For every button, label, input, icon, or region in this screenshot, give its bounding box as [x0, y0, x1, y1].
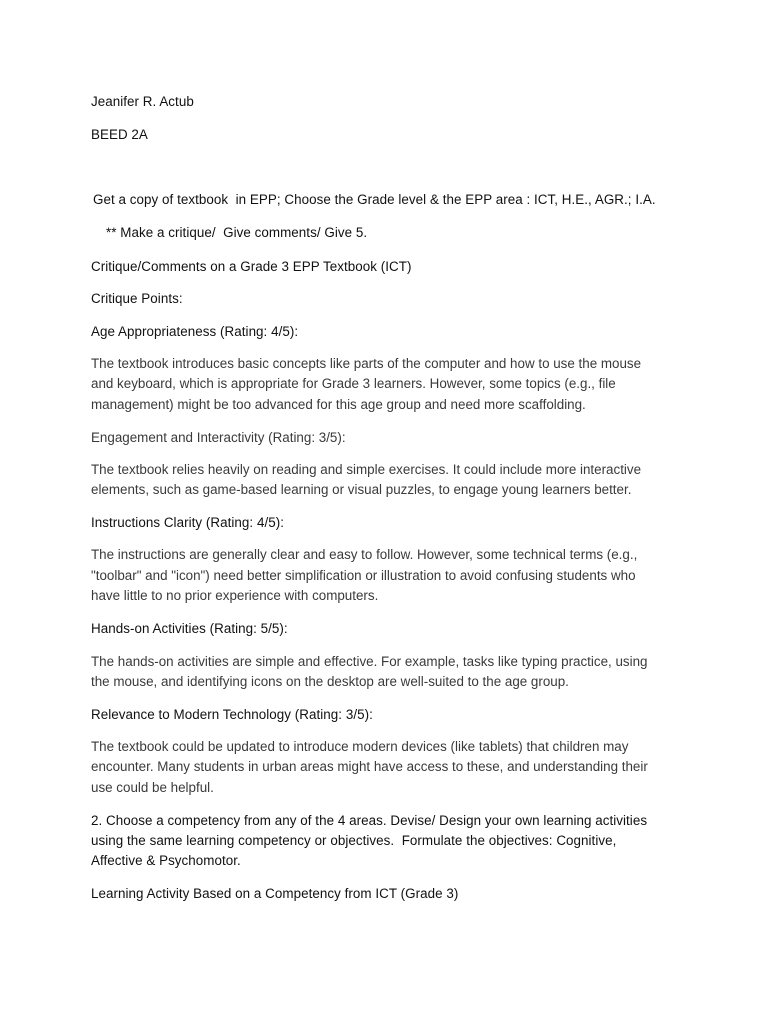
critique-item-text-line: "toolbar" and "icon") need better simplification or illustration to avoid confusing students who: [91, 568, 636, 583]
critique-points-heading: Critique Points:: [91, 291, 183, 306]
question-2-line: Affective & Psychomotor.: [91, 853, 241, 868]
critique-item-text-line: the mouse, and identifying icons on the desktop are well-suited to the age group.: [91, 674, 569, 689]
student-name: Jeanifer R. Actub: [91, 94, 194, 109]
task-subinstruction: ** Make a critique/ Give comments/ Give 5.: [106, 225, 368, 240]
question-2-line: using the same learning competency or objectives. Formulate the objectives: Cognitive,: [91, 833, 617, 848]
critique-item-text-line: and keyboard, which is appropriate for Grade 3 learners. However, some topics (e.g., file: [91, 376, 616, 391]
critique-item-text-line: elements, such as game-based learning or visual puzzles, to engage young learners better.: [91, 482, 632, 497]
learning-activity-title: Learning Activity Based on a Competency from ICT (Grade 3): [91, 886, 459, 901]
critique-item-text-line: management) might be too advanced for this age group and need more scaffolding.: [91, 397, 586, 412]
critique-item-text-line: The textbook relies heavily on reading and simple exercises. It could include more interactive: [91, 462, 642, 477]
critique-item-text-line: The instructions are generally clear and easy to follow. However, some technical terms (e.g.,: [91, 547, 638, 562]
critique-item-text-line: The hands-on activities are simple and effective. For example, tasks like typing practice, using: [91, 654, 648, 669]
critique-item-text-line: use could be helpful.: [91, 780, 214, 795]
critique-item-heading: Hands-on Activities (Rating: 5/5):: [91, 621, 288, 636]
question-2-line: 2. Choose a competency from any of the 4 areas. Devise/ Design your own learning activities: [91, 813, 648, 828]
critique-item-heading: Relevance to Modern Technology (Rating: 3/5):: [91, 707, 373, 722]
critique-item-text-line: The textbook introduces basic concepts like parts of the computer and how to use the mouse: [91, 356, 642, 371]
critique-item-heading: Age Appropriateness (Rating: 4/5):: [91, 324, 299, 339]
critique-item-text-line: The textbook could be updated to introduce modern devices (like tablets) that children may: [91, 739, 629, 754]
student-section: BEED 2A: [91, 127, 148, 142]
critique-item-text-line: have little to no prior experience with computers.: [91, 588, 379, 603]
critique-item-heading: Engagement and Interactivity (Rating: 3/5):: [91, 430, 346, 445]
critique-title: Critique/Comments on a Grade 3 EPP Textbook (ICT): [91, 259, 412, 274]
critique-item-heading: Instructions Clarity (Rating: 4/5):: [91, 515, 285, 530]
task-instruction: Get a copy of textbook in EPP; Choose the Grade level & the EPP area : ICT, H.E., AGR.; I.A.: [93, 192, 656, 207]
critique-item-text-line: encounter. Many students in urban areas might have access to these, and understanding their: [91, 759, 648, 774]
